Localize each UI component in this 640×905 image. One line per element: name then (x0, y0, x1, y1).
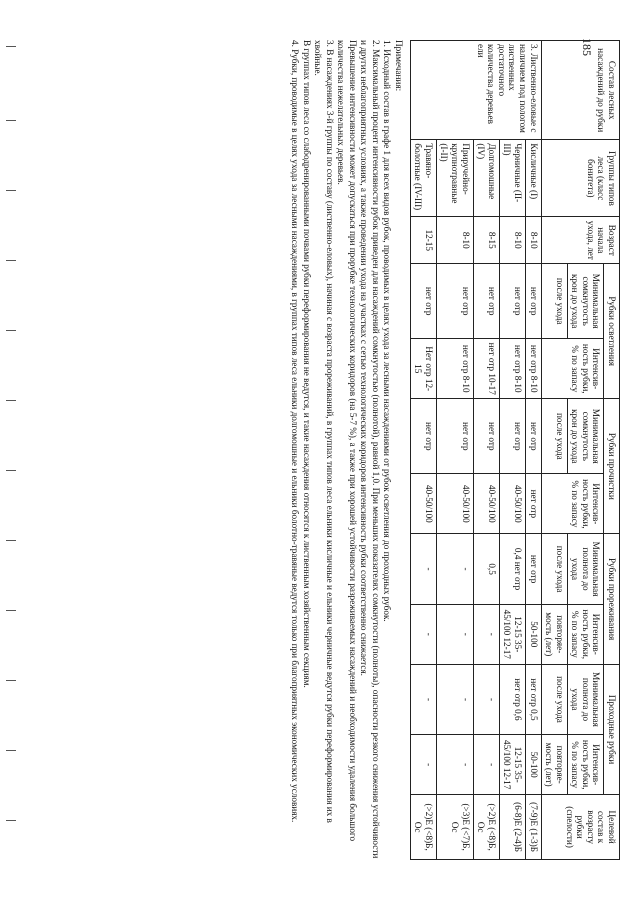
cell: - (410, 604, 436, 664)
age-cell: 8-15 (473, 217, 499, 264)
target-cell: (6-8)Е (2-4)Б (499, 795, 525, 860)
cell: - (410, 664, 436, 734)
after-header: после ухода (541, 264, 567, 339)
cell: 12-15 35-45/100 12-17 (499, 604, 525, 664)
intens-header: Интенсив-ность рубки, % по запасу (541, 339, 604, 399)
cell: нет отр (525, 534, 541, 604)
cell: - (436, 534, 473, 604)
cell: - (473, 604, 499, 664)
composition-cell: 3. Лиственно-еловые с наличием под пологом лиственных достаточного количества деревьев ели (410, 41, 541, 140)
cell: 0,4 нет отр (499, 534, 525, 604)
target-cell: (>2)Е (<8)Б, Ос (410, 795, 436, 860)
intens-header: Интенсив-ность рубки, % по запасу (567, 735, 604, 795)
table-row (525, 41, 541, 860)
min-poln-header: Минимальная полнота до ухода (567, 534, 604, 604)
repeat-header: повторяе-мость (лет) (541, 604, 567, 664)
age-cell: 8-10 (499, 217, 525, 264)
group-cell: Приручейно-крупнотравные (I-II) (436, 140, 473, 217)
notes-title: Примечания: (393, 40, 404, 92)
cell: нет отр (410, 264, 436, 339)
cell: Нет отр 12-15 (410, 339, 436, 399)
cell: нет отр (473, 264, 499, 339)
cell: 40-50/100 (436, 474, 473, 534)
cell: - (473, 735, 499, 795)
min-somk-header: Минимальная сомкнутость крон до ухода (567, 264, 604, 339)
cell: нет отр 8-10 (525, 339, 541, 399)
after-header: после ухода (541, 534, 567, 604)
thinning-table (410, 40, 620, 860)
cell: нет отр 0,5 (525, 664, 541, 734)
age-cell: 12-15 (410, 217, 436, 264)
cell: нет отр (525, 264, 541, 339)
cell: - (473, 664, 499, 734)
note-3b: В группах типов леса со слабодренированными почвами рубки переформирования не ведутся, и такие насаждения относятся к лиственным хозяйственным секциям. (301, 40, 312, 688)
note-4: 4. Рубки, проводимые в целях ухода за лесными насаждениями, в группах типов леса ельники долгомошные и ельники болотно-травяные ведутся только при благоприятных экономических условиях. (290, 40, 301, 823)
group-prochist: Рубки прочистки (604, 399, 620, 534)
age-cell: 8-10 (436, 217, 473, 264)
cell: - (436, 664, 473, 734)
col-composition: Состав лесных насаждений до рубки (541, 41, 619, 140)
cell: 50-100 (525, 604, 541, 664)
page-number: 185 (580, 38, 594, 56)
cell: - (436, 604, 473, 664)
cell: 40-50/100 (499, 474, 525, 534)
cell: нет отр (436, 264, 473, 339)
group-prohod: Проходные рубки (604, 664, 620, 794)
cell: 40-50/100 (410, 474, 436, 534)
target-cell: (7-9)Е (1-3)Б (525, 795, 541, 860)
cell: нет отр (525, 474, 541, 534)
group-cell: Долгомошные (IV) (473, 140, 499, 217)
cell: 12-15 35-45/100 12-17 (499, 735, 525, 795)
cell: - (436, 735, 473, 795)
age-cell: 8-10 (525, 217, 541, 264)
note-1: 1. Исходный состав в графе 1 для всех видов рубок, проводимых в целях ухода за лесными насаждениями от рубок осветления до проходных рубок. (382, 40, 393, 622)
group-osvetl: Рубки осветления (604, 264, 620, 399)
cell: нет отр (473, 399, 499, 474)
table-row (499, 41, 525, 860)
col-target: Целевой состав к возрасту рубки (спелости) (541, 795, 619, 860)
cell: нет отр (499, 264, 525, 339)
cell: - (410, 735, 436, 795)
group-cell: Черничные (II-III) (499, 140, 525, 217)
min-somk-header: Минимальная сомкнутость крон до ухода (567, 399, 604, 474)
cell: 50-100 (525, 735, 541, 795)
rotated-page-content (38, 40, 620, 860)
group-cell: Кисличные (I) (525, 140, 541, 217)
group-cell: Травяно-болотные (IV-III) (410, 140, 436, 217)
min-poln-header: Минимальная полнота до ухода (567, 664, 604, 734)
intens-header: Интенсив-ность рубки, % по запасу (567, 604, 604, 664)
cell: нет отр 8-10 (499, 339, 525, 399)
repeat-header: повторяе-мость (лет) (541, 735, 567, 795)
note-3: 3. В насаждениях 3-й группы по составу (лиственно-еловых), начиная с возраста прореживаний, в группах типов леса ельники кисличные и ельники черничные ведутся рубки переформирования их в хвойные. (313, 40, 335, 823)
intens-header: Интенсив-ность рубки, % по запасу (541, 474, 604, 534)
group-prorej: Рубки прореживания (604, 534, 620, 664)
table-row (410, 41, 436, 860)
cell: нет отр (410, 399, 436, 474)
col-age: Возраст начала ухода, лет (541, 217, 619, 264)
note-2: 2. Максимальный процент интенсивности рубок приведен для насаждений сомкнутостью (полнотой), равной 1,0. При меньших показателях сомкнутости (полноты), опасности резкого снижения устойчивости и других неблагоприятных условиях, а также проведении ухода на участках с сетью технологических коридоров интенсивность рубки соответственно снижается. (359, 40, 381, 859)
after-header: после ухода (541, 664, 567, 734)
cell: - (410, 534, 436, 604)
after-header: после ухода (541, 399, 567, 474)
target-cell: (>2)Е (<8)Б, Ос (473, 795, 499, 860)
col-groups: Группы типов леса (класс бонитета) (541, 140, 619, 217)
table-row (436, 41, 473, 860)
cell: нет отр (525, 399, 541, 474)
cell: нет отр 10-17 (473, 339, 499, 399)
notes-section (289, 40, 404, 860)
table-row (473, 41, 499, 860)
cell: нет отр (436, 399, 473, 474)
cell: нет отр 8-10 (436, 339, 473, 399)
cell: 0,5 (473, 534, 499, 604)
target-cell: (>3)Е (<7)Б, Ос (436, 795, 473, 860)
cell: 40-50/100 (473, 474, 499, 534)
cell: нет отр 0,6 (499, 664, 525, 734)
cell: нет отр (499, 399, 525, 474)
note-2b: Превышение интенсивности может допускаться при прорубке технологических коридоров (на 5-7 %), а также при хорошей устойчивости разреживаемых насаждений и необходимости удаления большого количества нежелательных деревьев. (336, 40, 358, 842)
